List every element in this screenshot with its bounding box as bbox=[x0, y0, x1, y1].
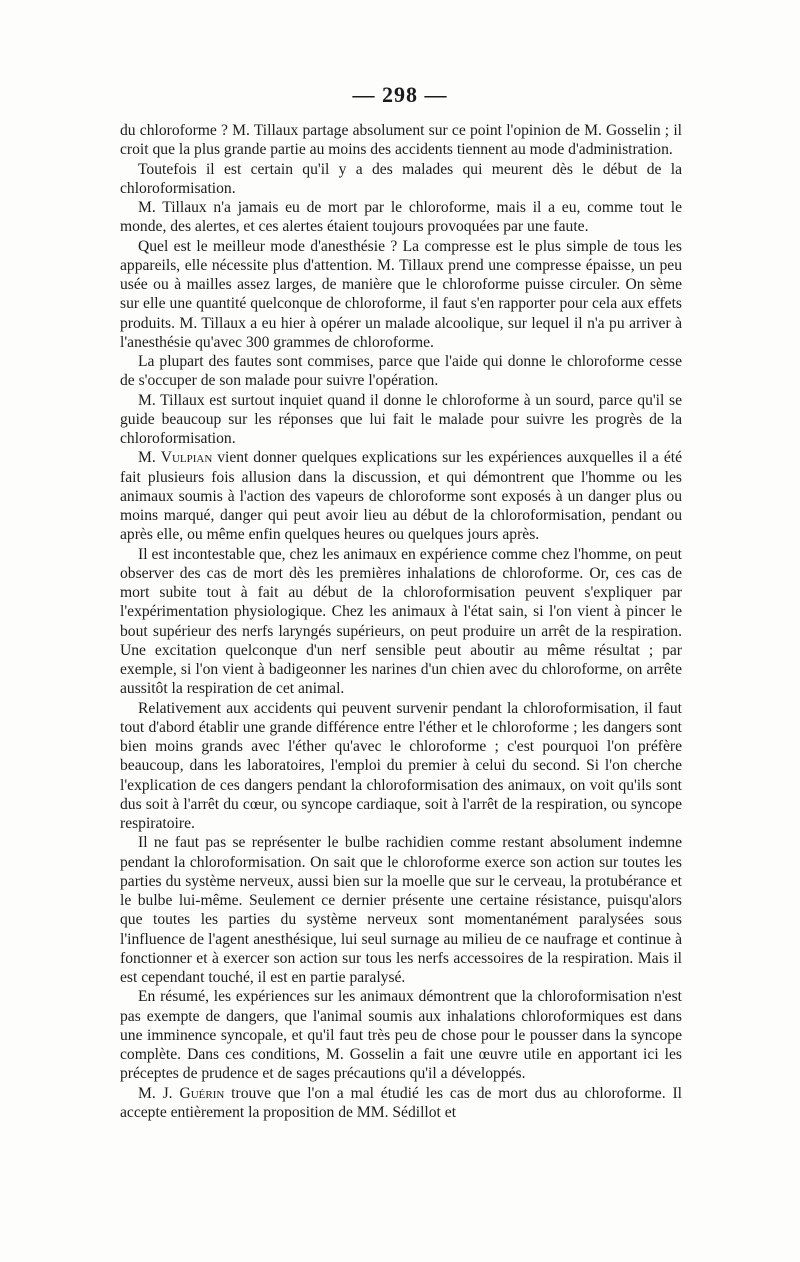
paragraph: Relativement aux accidents qui peuvent survenir pendant la chloroformisation, il faut tout d'abord établir une grande différence entre l'éther et le chloroforme ; les dangers sont bien moins grands avec l'éther qu'avec le chloroforme ; c'est pourquoi l'on préfère beaucoup, dans les laboratoires, l'emploi du premier à celui du second. Si l'on cherche l'explication de ces dangers pendant la chloroformisation des animaux, on voit qu'ils sont dus soit à l'arrêt du cœur, ou syncope cardiaque, soit à l'arrêt de la respiration, ou syncope respiratoire. bbox=[120, 699, 682, 832]
page-number: — 298 — bbox=[352, 82, 448, 107]
paragraph: M. Tillaux n'a jamais eu de mort par le chloroforme, mais il a eu, comme tout le monde, des alertes, et ces alertes étaient toujours provoquées par une faute. bbox=[120, 199, 682, 236]
paragraph bbox=[120, 1084, 682, 1123]
speaker-prefix: M. bbox=[138, 449, 161, 467]
paragraph-text: trouve que l'on a mal étudié les cas de mort dus au chloroforme. Il accepte entièrement la proposition de MM. Sédillot et bbox=[120, 1084, 682, 1121]
speaker-name: Guérin bbox=[179, 1084, 225, 1102]
paragraph: Il est incontestable que, chez les animaux en expérience comme chez l'homme, on peut observer des cas de mort dès les premières inhalations de chloroforme. Or, ces cas de mort subite tout à fait au début de la chloroformisation peuvent s'expliquer par l'expérimentation physiologique. Chez les animaux à l'état sain, si l'on vient à pincer le bout supérieur des nerfs laryngés supérieurs, on peut produire un arrêt de la respiration. Une excitation quelconque d'un nerf sensible peut aboutir au même résultat ; par exemple, si l'on vient à badigeonner les narines d'un chien avec du chloroforme, on arrête aussitôt la respiration de cet animal. bbox=[120, 545, 682, 698]
paragraph: Toutefois il est certain qu'il y a des malades qui meurent dès le début de la chloroformisation. bbox=[120, 160, 682, 197]
paragraph: La plupart des fautes sont commises, parce que l'aide qui donne le chloroforme cesse de s'occuper de son malade pour suivre l'opération. bbox=[120, 353, 682, 390]
paragraph-text: vient donner quelques explications sur les expériences auxquelles il a été fait plusieurs fois allusion dans la discussion, et qui démontrent que l'homme ou les animaux soumis à l'action des vapeurs de chloroforme sont exposés à un danger plus ou moins marqué, danger qui peut avoir lieu au début de la chloroformisation, pendant ou après elle, ou même enfin quelques heures ou quelques jours après. bbox=[120, 449, 683, 544]
paragraph bbox=[120, 448, 682, 544]
speaker-name: Vulpian bbox=[160, 449, 213, 467]
paragraph: En résumé, les expériences sur les animaux démontrent que la chloroformisation n'est pas exempte de dangers, que l'animal soumis aux inhalations chloroformiques est dans une imminence syncopale, et qu'il faut très peu de chose pour le pousser dans la syncope complète. Dans ces conditions, M. Gosselin a fait une œuvre utile en apportant ici les préceptes de prudence et de sages précautions qu'il a développés. bbox=[120, 988, 682, 1083]
paragraph: M. Tillaux est surtout inquiet quand il donne le chloroforme à un sourd, parce qu'il se guide beaucoup sur les réponses que lui fait le malade pour suivre les progrès de la chloroformisation. bbox=[120, 391, 682, 447]
paragraph: du chloroforme ? M. Tillaux partage absolument sur ce point l'opinion de M. Gosselin ; il croit que la plus grande partie au moins des accidents tiennent au mode d'administration. bbox=[120, 122, 682, 159]
body-text bbox=[120, 121, 682, 1122]
speaker-prefix: M. J. bbox=[138, 1084, 180, 1102]
paragraph: Il ne faut pas se représenter le bulbe rachidien comme restant absolument indemne pendant la chloroformisation. On sait que le chloroforme exerce son action sur toutes les parties du système nerveux, aussi bien sur la moelle que sur le cerveau, la protubérance et le bulbe lui-même. Seulement ce dernier présente une certaine résistance, puisqu'alors que toutes les parties du système nerveux sont momentanément paralysées sous l'influence de l'agent anesthésique, lui seul surnage au milieu de ce naufrage et continue à fonctionner et à exercer son action sur tous les nerfs accessoires de la respiration. Mais il est cependant touché, il est en partie paralysé. bbox=[120, 834, 682, 986]
paragraph: Quel est le meilleur mode d'anesthésie ? La compresse est le plus simple de tous les appareils, elle nécessite plus d'attention. M. Tillaux prend une compresse épaisse, un peu usée ou à mailles assez larges, de manière que le chloroforme puisse circuler. On sème sur elle une quantité quelconque de chloroforme, il faut s'en rapporter pour cela aux effets produits. M. Tillaux a eu hier à opérer un malade alcoolique, sur lequel il n'a pu arriver à l'anesthésie qu'avec 300 grammes de chloroforme. bbox=[120, 237, 682, 351]
